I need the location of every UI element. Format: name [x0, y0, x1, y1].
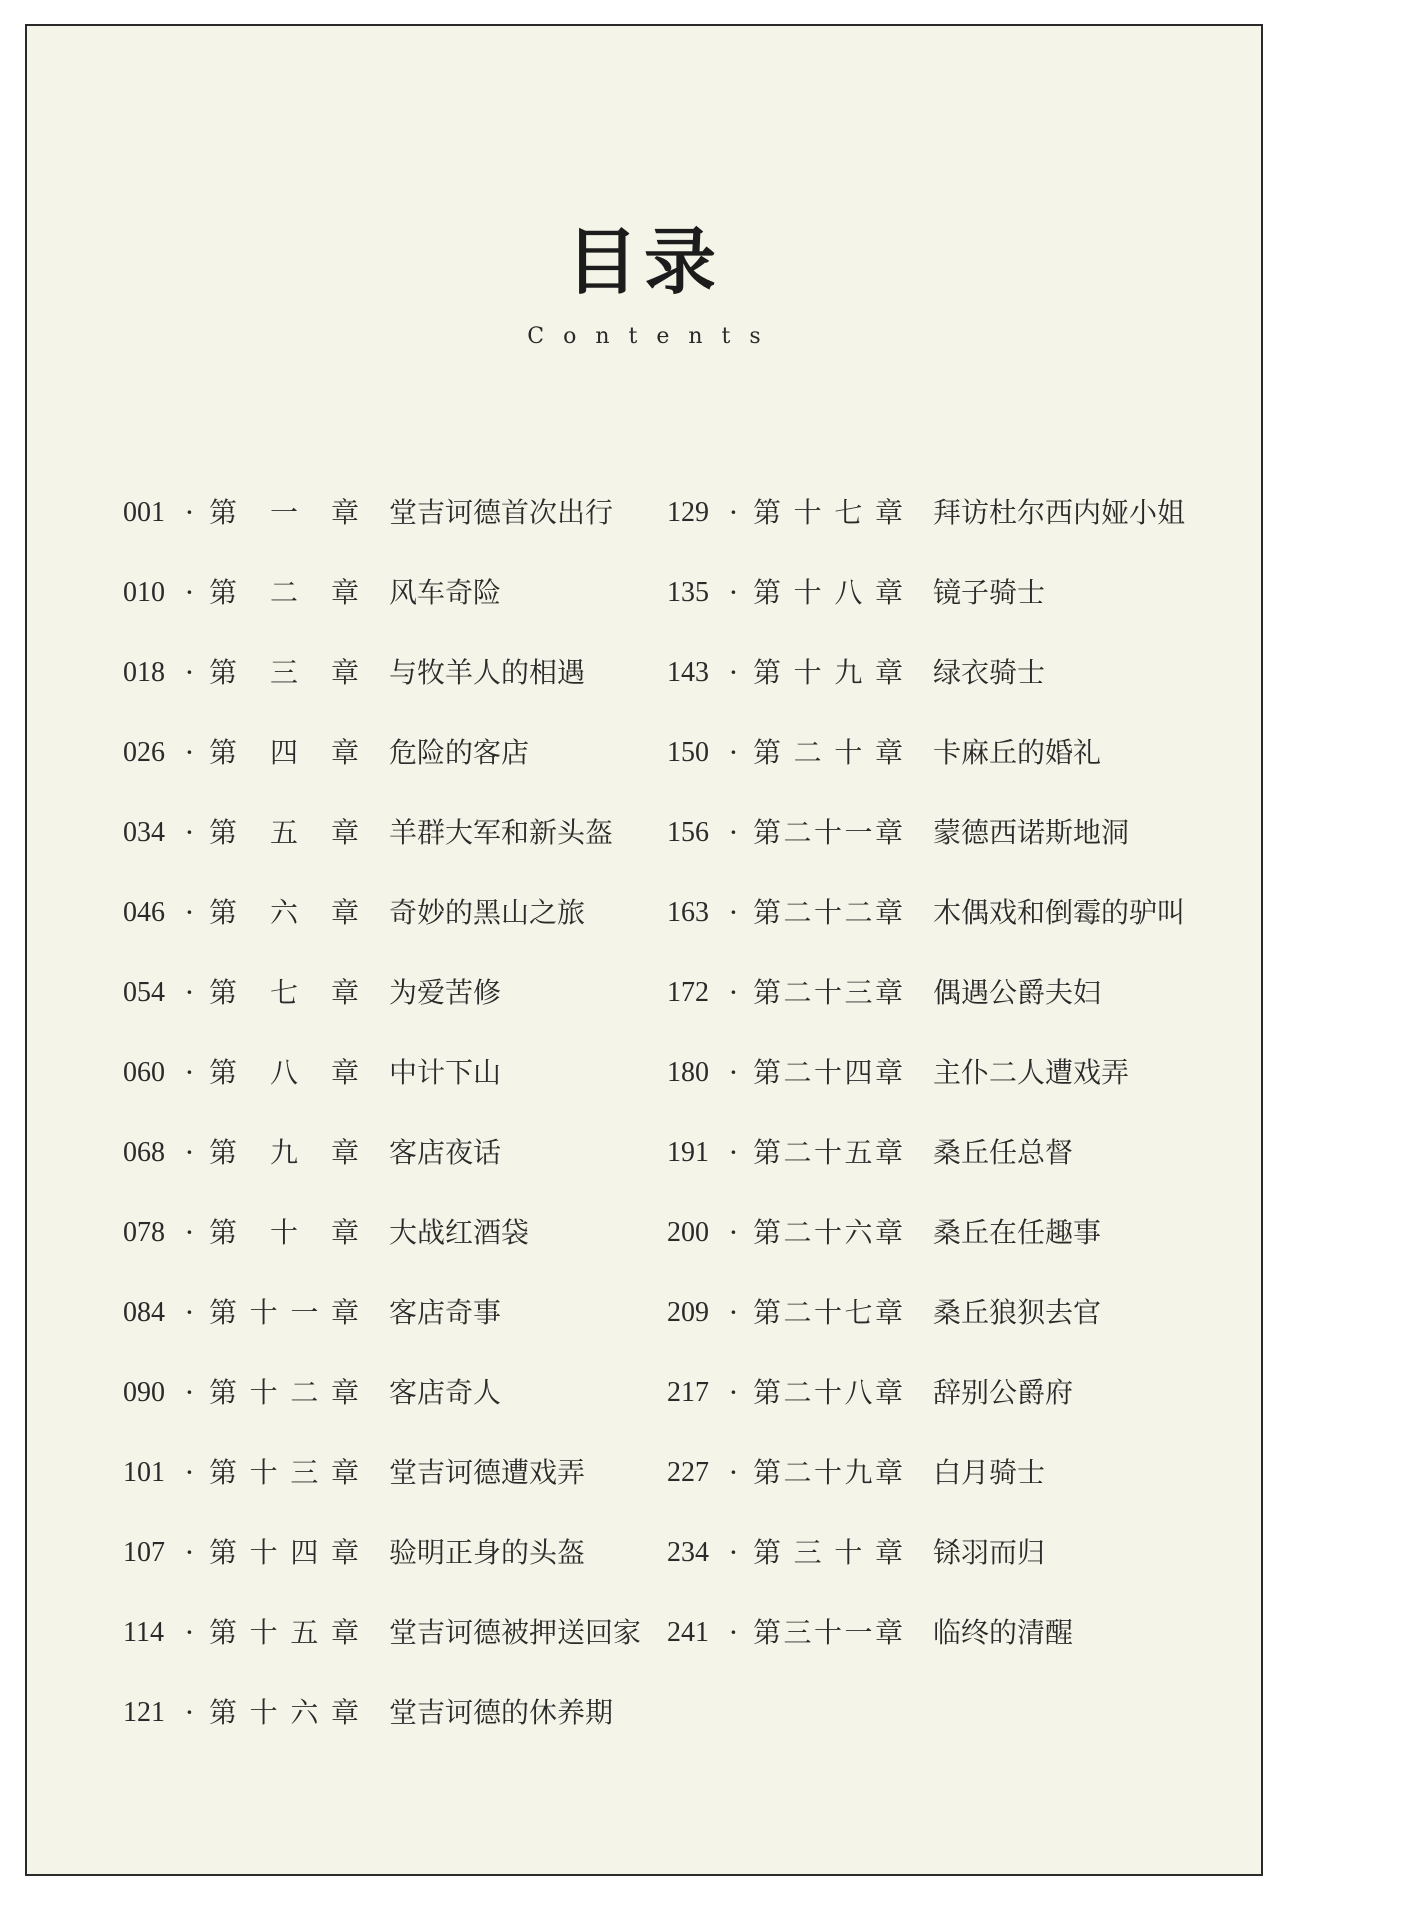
- toc-separator-dot: ·: [185, 1216, 194, 1249]
- toc-chapter-label: 第八章: [209, 1056, 359, 1089]
- toc-page-number: 068: [123, 1137, 165, 1168]
- toc-chapter-title: 客店奇人: [389, 1376, 502, 1409]
- toc-separator-dot: ·: [185, 1136, 194, 1169]
- toc-chapter-label: 第二十四章: [753, 1056, 903, 1089]
- toc-left-column: [123, 498, 683, 1778]
- toc-entry[interactable]: [123, 1298, 683, 1378]
- toc-page-number: 060: [123, 1057, 165, 1088]
- toc-entry[interactable]: [123, 498, 683, 578]
- toc-page-number: 150: [667, 737, 709, 768]
- toc-chapter-label: 第二十九章: [753, 1456, 903, 1489]
- toc-page-number: 010: [123, 577, 165, 608]
- toc-chapter-title: 主仆二人遭戏弄: [933, 1056, 1130, 1089]
- toc-separator-dot: ·: [729, 1376, 738, 1409]
- toc-separator-dot: ·: [729, 896, 738, 929]
- page-subtitle: Contents: [527, 324, 780, 349]
- toc-entry[interactable]: [123, 1218, 683, 1298]
- toc-chapter-title: 拜访杜尔西内娅小姐: [933, 496, 1186, 529]
- toc-separator-dot: ·: [729, 1056, 738, 1089]
- toc-separator-dot: ·: [185, 816, 194, 849]
- toc-chapter-title: 堂吉诃德遭戏弄: [389, 1456, 586, 1489]
- toc-chapter-title: 辞别公爵府: [933, 1376, 1074, 1409]
- page-title: 目录: [565, 219, 722, 304]
- toc-separator-dot: ·: [729, 976, 738, 1009]
- toc-entry[interactable]: [123, 1058, 683, 1138]
- toc-chapter-label: 第三十章: [753, 1536, 903, 1569]
- toc-page-number: 078: [123, 1217, 165, 1248]
- book-page: [25, 24, 1263, 1876]
- toc-separator-dot: ·: [185, 1056, 194, 1089]
- toc-chapter-label: 第七章: [209, 976, 359, 1009]
- toc-page-number: 107: [123, 1537, 165, 1568]
- toc-entry[interactable]: [667, 1138, 1227, 1218]
- toc-chapter-title: 绿衣骑士: [933, 656, 1046, 689]
- toc-entry[interactable]: [123, 1538, 683, 1618]
- toc-separator-dot: ·: [729, 736, 738, 769]
- toc-entry[interactable]: [667, 1378, 1227, 1458]
- toc-right-column: [667, 498, 1227, 1698]
- toc-chapter-label: 第十六章: [209, 1696, 359, 1729]
- toc-entry[interactable]: [667, 1058, 1227, 1138]
- toc-separator-dot: ·: [729, 1456, 738, 1489]
- toc-separator-dot: ·: [729, 1296, 738, 1329]
- toc-separator-dot: ·: [729, 1216, 738, 1249]
- toc-chapter-label: 第二十三章: [753, 976, 903, 1009]
- toc-chapter-title: 与牧羊人的相遇: [389, 656, 586, 689]
- toc-chapter-title: 为爱苦修: [389, 976, 502, 1009]
- toc-page-number: 121: [123, 1697, 165, 1728]
- toc-chapter-label: 第四章: [209, 736, 359, 769]
- toc-entry[interactable]: [667, 1218, 1227, 1298]
- toc-page-number: 090: [123, 1377, 165, 1408]
- toc-chapter-label: 第六章: [209, 896, 359, 929]
- toc-entry[interactable]: [123, 1618, 683, 1698]
- toc-chapter-title: 偶遇公爵夫妇: [933, 976, 1102, 1009]
- toc-chapter-title: 风车奇险: [389, 576, 502, 609]
- toc-separator-dot: ·: [185, 736, 194, 769]
- toc-chapter-label: 第十三章: [209, 1456, 359, 1489]
- toc-separator-dot: ·: [185, 1696, 194, 1729]
- toc-page-number: 101: [123, 1457, 165, 1488]
- toc-chapter-title: 堂吉诃德首次出行: [389, 496, 614, 529]
- toc-separator-dot: ·: [729, 1616, 738, 1649]
- toc-chapter-title: 羊群大军和新头盔: [389, 816, 614, 849]
- toc-page-number: 054: [123, 977, 165, 1008]
- toc-chapter-title: 堂吉诃德的休养期: [389, 1696, 614, 1729]
- toc-entry[interactable]: [123, 1698, 683, 1778]
- toc-page-number: 143: [667, 657, 709, 688]
- toc-entry[interactable]: [123, 978, 683, 1058]
- toc-entry[interactable]: [667, 1298, 1227, 1378]
- toc-chapter-label: 第二十一章: [753, 816, 903, 849]
- toc-chapter-title: 卡麻丘的婚礼: [933, 736, 1102, 769]
- toc-chapter-title: 危险的客店: [389, 736, 530, 769]
- toc-chapter-label: 第二十六章: [753, 1216, 903, 1249]
- toc-entry[interactable]: [123, 738, 683, 818]
- toc-entry[interactable]: [667, 498, 1227, 578]
- toc-separator-dot: ·: [185, 496, 194, 529]
- toc-page-number: 135: [667, 577, 709, 608]
- toc-separator-dot: ·: [729, 1536, 738, 1569]
- toc-chapter-label: 第二十五章: [753, 1136, 903, 1169]
- toc-page-number: 129: [667, 497, 709, 528]
- toc-chapter-label: 第二十七章: [753, 1296, 903, 1329]
- toc-page-number: 001: [123, 497, 165, 528]
- toc-chapter-label: 第十九章: [753, 656, 903, 689]
- toc-entry[interactable]: [667, 1618, 1227, 1698]
- toc-entry[interactable]: [667, 1538, 1227, 1618]
- toc-chapter-title: 客店奇事: [389, 1296, 502, 1329]
- toc-entry[interactable]: [123, 1138, 683, 1218]
- toc-entry[interactable]: [123, 1458, 683, 1538]
- toc-entry[interactable]: [667, 1458, 1227, 1538]
- toc-chapter-title: 奇妙的黑山之旅: [389, 896, 586, 929]
- toc-page-number: 026: [123, 737, 165, 768]
- toc-separator-dot: ·: [729, 576, 738, 609]
- toc-separator-dot: ·: [729, 1136, 738, 1169]
- toc-entry[interactable]: [667, 898, 1227, 978]
- toc-separator-dot: ·: [185, 976, 194, 1009]
- toc-chapter-title: 临终的清醒: [933, 1616, 1074, 1649]
- toc-chapter-title: 白月骑士: [933, 1456, 1046, 1489]
- toc-separator-dot: ·: [185, 896, 194, 929]
- toc-page-number: 217: [667, 1377, 709, 1408]
- toc-chapter-label: 第二十二章: [753, 896, 903, 929]
- toc-entry[interactable]: [667, 818, 1227, 898]
- toc-page-number: 114: [123, 1617, 164, 1648]
- toc-separator-dot: ·: [185, 656, 194, 689]
- toc-chapter-label: 第三十一章: [753, 1616, 903, 1649]
- toc-chapter-title: 桑丘狼狈去官: [933, 1296, 1102, 1329]
- toc-chapter-label: 第十四章: [209, 1536, 359, 1569]
- toc-chapter-title: 蒙德西诺斯地洞: [933, 816, 1130, 849]
- toc-separator-dot: ·: [185, 1616, 194, 1649]
- toc-page-number: 163: [667, 897, 709, 928]
- toc-page-number: 227: [667, 1457, 709, 1488]
- toc-page-number: 241: [667, 1617, 709, 1648]
- toc-chapter-label: 第十八章: [753, 576, 903, 609]
- toc-page-number: 172: [667, 977, 709, 1008]
- toc-chapter-label: 第十二章: [209, 1376, 359, 1409]
- toc-separator-dot: ·: [185, 1296, 194, 1329]
- toc-entry[interactable]: [667, 978, 1227, 1058]
- toc-page-number: 180: [667, 1057, 709, 1088]
- toc-page-number: 034: [123, 817, 165, 848]
- toc-separator-dot: ·: [185, 1376, 194, 1409]
- toc-chapter-title: 铩羽而归: [933, 1536, 1046, 1569]
- toc-chapter-title: 中计下山: [389, 1056, 502, 1089]
- toc-chapter-label: 第十五章: [209, 1616, 359, 1649]
- toc-entry[interactable]: [667, 658, 1227, 738]
- toc-chapter-title: 桑丘在任趣事: [933, 1216, 1102, 1249]
- toc-page-number: 234: [667, 1537, 709, 1568]
- toc-separator-dot: ·: [729, 816, 738, 849]
- toc-page-number: 200: [667, 1217, 709, 1248]
- toc-chapter-label: 第十章: [209, 1216, 359, 1249]
- toc-chapter-title: 大战红酒袋: [389, 1216, 530, 1249]
- toc-chapter-title: 堂吉诃德被押送回家: [389, 1616, 642, 1649]
- toc-entry[interactable]: [123, 578, 683, 658]
- toc-chapter-label: 第二章: [209, 576, 359, 609]
- toc-separator-dot: ·: [185, 576, 194, 609]
- toc-chapter-title: 镜子骑士: [933, 576, 1046, 609]
- toc-separator-dot: ·: [729, 656, 738, 689]
- toc-chapter-label: 第九章: [209, 1136, 359, 1169]
- toc-page-number: 084: [123, 1297, 165, 1328]
- toc-entry[interactable]: [123, 1378, 683, 1458]
- toc-chapter-title: 桑丘任总督: [933, 1136, 1074, 1169]
- toc-entry[interactable]: [123, 818, 683, 898]
- toc-page-number: 156: [667, 817, 709, 848]
- toc-chapter-label: 第二十八章: [753, 1376, 903, 1409]
- toc-page-number: 209: [667, 1297, 709, 1328]
- toc-page-number: 046: [123, 897, 165, 928]
- toc-separator-dot: ·: [729, 496, 738, 529]
- toc-chapter-label: 第一章: [209, 496, 359, 529]
- toc-chapter-label: 第三章: [209, 656, 359, 689]
- toc-entry[interactable]: [123, 898, 683, 978]
- toc-separator-dot: ·: [185, 1536, 194, 1569]
- toc-page-number: 191: [667, 1137, 709, 1168]
- toc-entry[interactable]: [123, 658, 683, 738]
- toc-chapter-title: 验明正身的头盔: [389, 1536, 586, 1569]
- toc-chapter-label: 第五章: [209, 816, 359, 849]
- toc-separator-dot: ·: [185, 1456, 194, 1489]
- toc-chapter-title: 木偶戏和倒霉的驴叫: [933, 896, 1186, 929]
- toc-chapter-label: 第十七章: [753, 496, 903, 529]
- toc-entry[interactable]: [667, 738, 1227, 818]
- toc-chapter-label: 第二十章: [753, 736, 903, 769]
- toc-chapter-title: 客店夜话: [389, 1136, 502, 1169]
- toc-chapter-label: 第十一章: [209, 1296, 359, 1329]
- toc-page-number: 018: [123, 657, 165, 688]
- toc-entry[interactable]: [667, 578, 1227, 658]
